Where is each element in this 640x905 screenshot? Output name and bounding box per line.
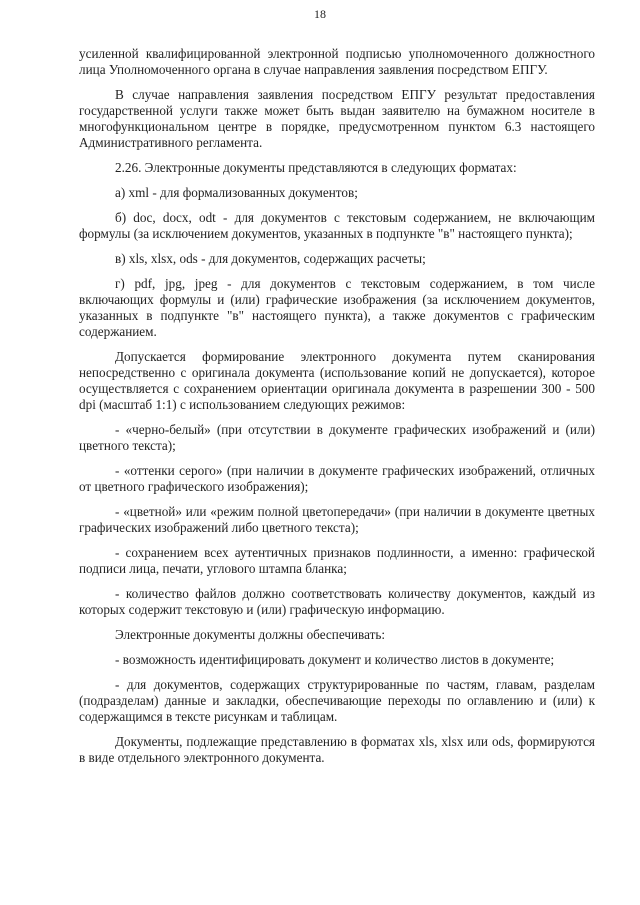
paragraph-xls-separate: Документы, подлежащие представлению в форматах xls, xlsx или ods, формируются в виде отдельного электронного документа. xyxy=(79,734,595,765)
paragraph-identify: - возможность идентифицировать документ и количество листов в документе; xyxy=(115,652,555,667)
document-body xyxy=(79,46,595,775)
paragraph-mode-color: - «цветной» или «режим полной цветопередачи» (при наличии в документе цветных графических изображений либо цветного текста); xyxy=(79,504,595,535)
paragraph-2-26-formats: 2.26. Электронные документы представляются в следующих форматах: xyxy=(115,160,517,175)
paragraph-file-count: - количество файлов должно соответствовать количеству документов, каждый из которых содержит текстовую и (или) графическую информацию. xyxy=(79,586,595,617)
paragraph-must-ensure: Электронные документы должны обеспечивать: xyxy=(115,627,386,642)
page-number: 18 xyxy=(314,7,326,21)
paragraph-authenticity: - сохранением всех аутентичных признаков подлинности, а именно: графической подписи лица, печати, углового штампа бланка; xyxy=(79,545,595,576)
paragraph-format-b-doc: б) doc, docx, odt - для документов с текстовым содержанием, не включающим формулы (за исключением документов, указанных в подпункте "в" настоящего пункта); xyxy=(79,210,595,241)
paragraph-scanning: Допускается формирование электронного документа путем сканирования непосредственно с оригинала документа (использование копий не допускается), которое осуществляется с сохранением ориентации оригинала документа в разрешении 300 - 500 dpi (масштаб 1:1) с использованием следующих режимов: xyxy=(79,349,595,412)
paragraph-structured: - для документов, содержащих структурированные по частям, главам, разделам (подразделам) данные и закладки, обеспечивающие переходы по оглавлению и (или) к содержащимся в тексте рисункам и таблицам. xyxy=(79,677,595,724)
paragraph-paper-result: В случае направления заявления посредством ЕПГУ результат предоставления государственной услуги также может быть выдан заявителю на бумажном носителе в многофункциональном центре в порядке, предусмотренном пунктом 6.3 настоящего Административного регламента. xyxy=(79,87,595,150)
paragraph-format-g-pdf: г) pdf, jpg, jpeg - для документов с текстовым содержанием, в том числе включающих формулы и (или) графические изображения (за исключением документов, указанных в подпункте "в" настоящего пункта), а также документов с графическим содержанием. xyxy=(79,276,595,339)
paragraph-format-v-xls: в) xls, xlsx, ods - для документов, содержащих расчеты; xyxy=(115,251,426,266)
paragraph-signature-continuation: усиленной квалифицированной электронной подписью уполномоченного должностного лица Уполномоченного органа в случае направления заявления посредством ЕПГУ. xyxy=(79,46,595,77)
paragraph-format-a-xml: а) xml - для формализованных документов; xyxy=(115,185,358,200)
paragraph-mode-black-white: - «черно-белый» (при отсутствии в документе графических изображений и (или) цветного текста); xyxy=(79,422,595,453)
paragraph-mode-grayscale: - «оттенки серого» (при наличии в документе графических изображений, отличных от цветного графического изображения); xyxy=(79,463,595,494)
